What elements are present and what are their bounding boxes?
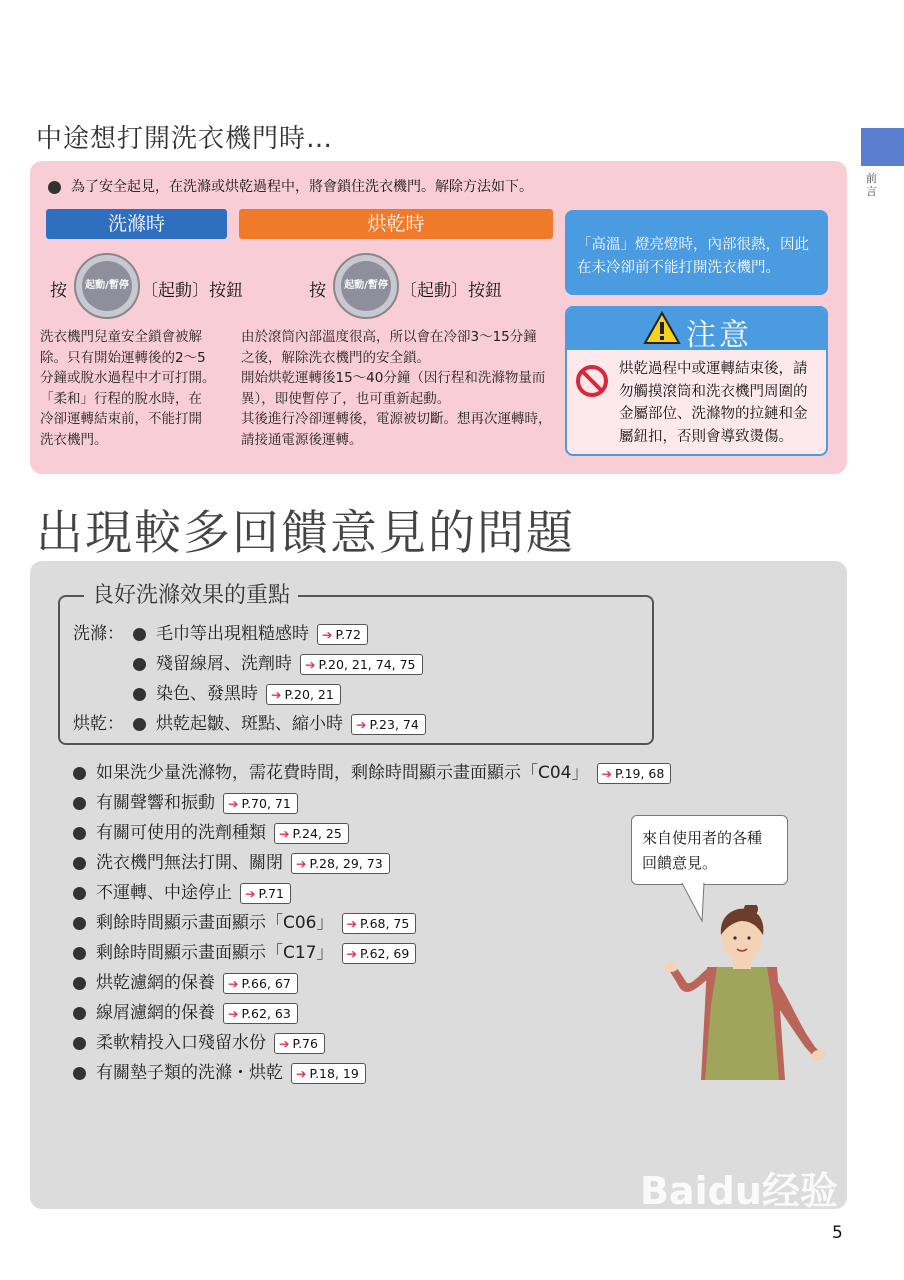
page-ref-text: P.19, 68 <box>615 765 665 781</box>
key-item <box>133 649 423 675</box>
faq-item-text: 剩餘時間顯示畫面顯示「C17」 <box>96 943 334 963</box>
page-ref-text: P.23, 74 <box>369 716 419 732</box>
arrow-icon: ➔ <box>346 945 357 961</box>
text-line: 異），即使暫停了，也可重新起動。 <box>241 390 451 407</box>
arrow-icon: ➔ <box>322 626 333 642</box>
bullet-icon <box>73 887 86 900</box>
caution-header <box>567 308 826 353</box>
faq-item <box>73 1028 325 1054</box>
page-ref-link[interactable] <box>223 1003 298 1024</box>
bullet-icon <box>73 977 86 990</box>
dry-label: 烘乾： <box>73 714 124 734</box>
faq-item <box>73 1058 366 1084</box>
key-item <box>133 679 341 705</box>
faq-item <box>73 998 298 1024</box>
bullet-icon <box>73 917 86 930</box>
faq-item-text: 剩餘時間顯示畫面顯示「C06」 <box>96 913 334 933</box>
page-ref-text: P.71 <box>258 885 284 901</box>
text-line: 除。只有開始運轉後的2～5 <box>40 349 206 366</box>
page-ref-link[interactable] <box>291 853 390 874</box>
page-ref-link[interactable] <box>351 714 426 735</box>
arrow-icon: ➔ <box>296 1065 307 1081</box>
text-line: 「高溫」燈亮燈時，內部很熱，因此 <box>577 237 809 253</box>
faq-item-text: 有關可使用的洗劑種類 <box>96 823 266 843</box>
wash-label: 洗滌： <box>73 624 124 644</box>
dry-explanation <box>241 327 566 450</box>
press-label: 按 <box>309 281 326 301</box>
bullet-icon <box>73 827 86 840</box>
bullet-icon <box>73 1067 86 1080</box>
faq-item-text: 如果洗少量洗滌物，需花費時間，剩餘時間顯示畫面顯示「C04」 <box>96 763 589 783</box>
page-ref-link[interactable] <box>300 654 423 675</box>
text-line: 其後進行冷卻運轉後，電源被切斷。想再次運轉時， <box>241 411 552 427</box>
faq-item <box>73 968 298 994</box>
text-line: 之後，解除洗衣機門的安全鎖。 <box>241 349 430 366</box>
arrow-icon: ➔ <box>228 1005 239 1021</box>
page-ref-text: P.62, 69 <box>360 945 410 961</box>
bullet-icon <box>133 688 146 701</box>
text-line: 金屬部位、洗滌物的拉鏈和金 <box>619 406 808 422</box>
key-points-title: 良好洗滌效果的重點 <box>84 578 298 609</box>
text-line: 請接通電源後運轉。 <box>241 431 363 448</box>
woman-illustration <box>655 905 830 1080</box>
arrow-icon: ➔ <box>271 686 282 702</box>
start-pause-button-icon <box>74 253 140 319</box>
bullet-icon <box>73 857 86 870</box>
faq-item <box>73 848 390 874</box>
faq-item <box>73 758 671 784</box>
bullet-icon <box>73 1007 86 1020</box>
watermark-logo: Baidu经验 <box>640 1169 838 1213</box>
caution-text <box>619 358 825 448</box>
page-ref-text: P.20, 21 <box>284 686 334 702</box>
caution-box <box>565 306 828 456</box>
watermark-url: jingyan.baidu.com <box>641 1210 826 1234</box>
page-number: 5 <box>832 1223 843 1243</box>
key-item-text: 烘乾起皺、斑點、縮小時 <box>156 714 343 734</box>
page-ref-text: P.66, 67 <box>241 975 291 991</box>
bullet-icon <box>73 767 86 780</box>
prohibited-icon <box>575 364 609 398</box>
arrow-icon: ➔ <box>279 825 290 841</box>
faq-item <box>73 938 416 964</box>
section-tab-marker <box>861 128 904 166</box>
faq-item <box>73 878 291 904</box>
text-line: 分鐘或脫水過程中才可打開。 <box>40 370 216 386</box>
bullet-icon <box>133 718 146 731</box>
arrow-icon: ➔ <box>305 656 316 672</box>
bullet-icon <box>73 797 86 810</box>
page-ref-text: P.72 <box>335 626 361 642</box>
wash-explanation <box>40 327 240 450</box>
faq-item-text: 有關墊子類的洗滌・烘乾 <box>96 1063 283 1083</box>
dry-header: 烘乾時 <box>239 209 553 239</box>
arrow-icon: ➔ <box>228 795 239 811</box>
key-item <box>133 619 368 645</box>
key-item-text: 毛巾等出現粗糙感時 <box>156 624 309 644</box>
text-line: 洗衣機門兒童安全鎖會被解 <box>40 329 202 345</box>
arrow-icon: ➔ <box>296 855 307 871</box>
text-line: 回饋意見。 <box>642 854 718 872</box>
press-suffix: 〔起動〕按鈕 <box>141 281 243 301</box>
bullet-icon <box>133 658 146 671</box>
warning-triangle-icon <box>643 311 681 345</box>
section2-title: 出現較多回饋意見的問題 <box>36 506 575 561</box>
faq-item <box>73 818 349 844</box>
text-line: 由於滾筒內部溫度很高，所以會在冷卻3～15分鐘 <box>241 329 537 345</box>
text-line: 「柔和」行程的脫水時，在 <box>40 390 202 407</box>
page-ref-text: P.24, 25 <box>292 825 342 841</box>
button-label: 起動/暫停 <box>341 261 391 311</box>
speech-bubble <box>631 815 788 885</box>
page-ref-text: P.62, 63 <box>241 1005 291 1021</box>
caution-title: 注意 <box>686 318 752 353</box>
page-ref-link[interactable] <box>342 913 417 934</box>
bullet-icon <box>133 628 146 641</box>
arrow-icon: ➔ <box>279 1035 290 1051</box>
section-tab-label: 前言 <box>866 172 877 198</box>
text-line: 屬鈕扣，否則會導致燙傷。 <box>619 428 793 445</box>
arrow-icon: ➔ <box>228 975 239 991</box>
intro-text <box>48 176 533 196</box>
page-ref-link[interactable] <box>266 684 341 705</box>
bullet-icon <box>48 181 61 194</box>
page-ref-link[interactable] <box>223 793 298 814</box>
key-item <box>133 709 426 735</box>
text-line: 來自使用者的各種 <box>642 829 763 847</box>
faq-item-text: 洗衣機門無法打開、關閉 <box>96 853 283 873</box>
page-ref-text: P.70, 71 <box>241 795 291 811</box>
arrow-icon: ➔ <box>601 765 612 781</box>
faq-item-text: 有關聲響和振動 <box>96 793 215 813</box>
page-ref-link[interactable] <box>342 943 417 964</box>
key-item-text: 染色、發黑時 <box>156 684 258 704</box>
key-item-text: 殘留線屑、洗劑時 <box>156 654 292 674</box>
text-line: 開始烘乾運轉後15～40分鐘（因行程和洗滌物量而 <box>241 370 546 386</box>
press-label: 按 <box>50 281 67 301</box>
page-ref-link[interactable] <box>274 1033 325 1054</box>
start-pause-button-icon <box>333 253 399 319</box>
high-temp-note <box>565 210 828 295</box>
faq-item-text: 線屑濾網的保養 <box>96 1003 215 1023</box>
text-line: 烘乾過程中或運轉結束後，請 <box>619 361 808 377</box>
bullet-icon <box>73 1037 86 1050</box>
text-line: 洗衣機門。 <box>40 431 108 448</box>
press-suffix: 〔起動〕按鈕 <box>400 281 502 301</box>
faq-item <box>73 908 416 934</box>
page-ref-text: P.20, 21, 74, 75 <box>318 656 416 672</box>
wash-header: 洗滌時 <box>46 209 227 239</box>
page-ref-text: P.76 <box>292 1035 318 1051</box>
page-ref-link[interactable] <box>317 624 368 645</box>
section1-title: 中途想打開洗衣機門時… <box>36 124 334 154</box>
faq-item <box>73 788 298 814</box>
page-ref-text: P.28, 29, 73 <box>309 855 383 871</box>
page-ref-link[interactable] <box>240 883 291 904</box>
page-ref-link[interactable] <box>223 973 298 994</box>
page-ref-link[interactable] <box>291 1063 366 1084</box>
faq-item-text: 烘乾濾網的保養 <box>96 973 215 993</box>
page-ref-link[interactable] <box>274 823 349 844</box>
button-label: 起動/暫停 <box>82 261 132 311</box>
arrow-icon: ➔ <box>245 885 256 901</box>
page-ref-text: P.18, 19 <box>309 1065 359 1081</box>
faq-item-text: 柔軟精投入口殘留水份 <box>96 1033 266 1053</box>
arrow-icon: ➔ <box>346 915 357 931</box>
bullet-icon <box>73 947 86 960</box>
arrow-icon: ➔ <box>356 716 367 732</box>
faq-item-text: 不運轉、中途停止 <box>96 883 232 903</box>
intro-sentence: 為了安全起見，在洗滌或烘乾過程中，將會鎖住洗衣機門。解除方法如下。 <box>71 179 533 195</box>
text-line: 冷卻運轉結束前，不能打開 <box>40 411 202 427</box>
text-line: 在未冷卻前不能打開洗衣機門。 <box>577 260 780 276</box>
page-ref-link[interactable] <box>597 763 672 784</box>
page-ref-text: P.68, 75 <box>360 915 410 931</box>
text-line: 勿觸摸滾筒和洗衣機門周圍的 <box>619 383 808 400</box>
